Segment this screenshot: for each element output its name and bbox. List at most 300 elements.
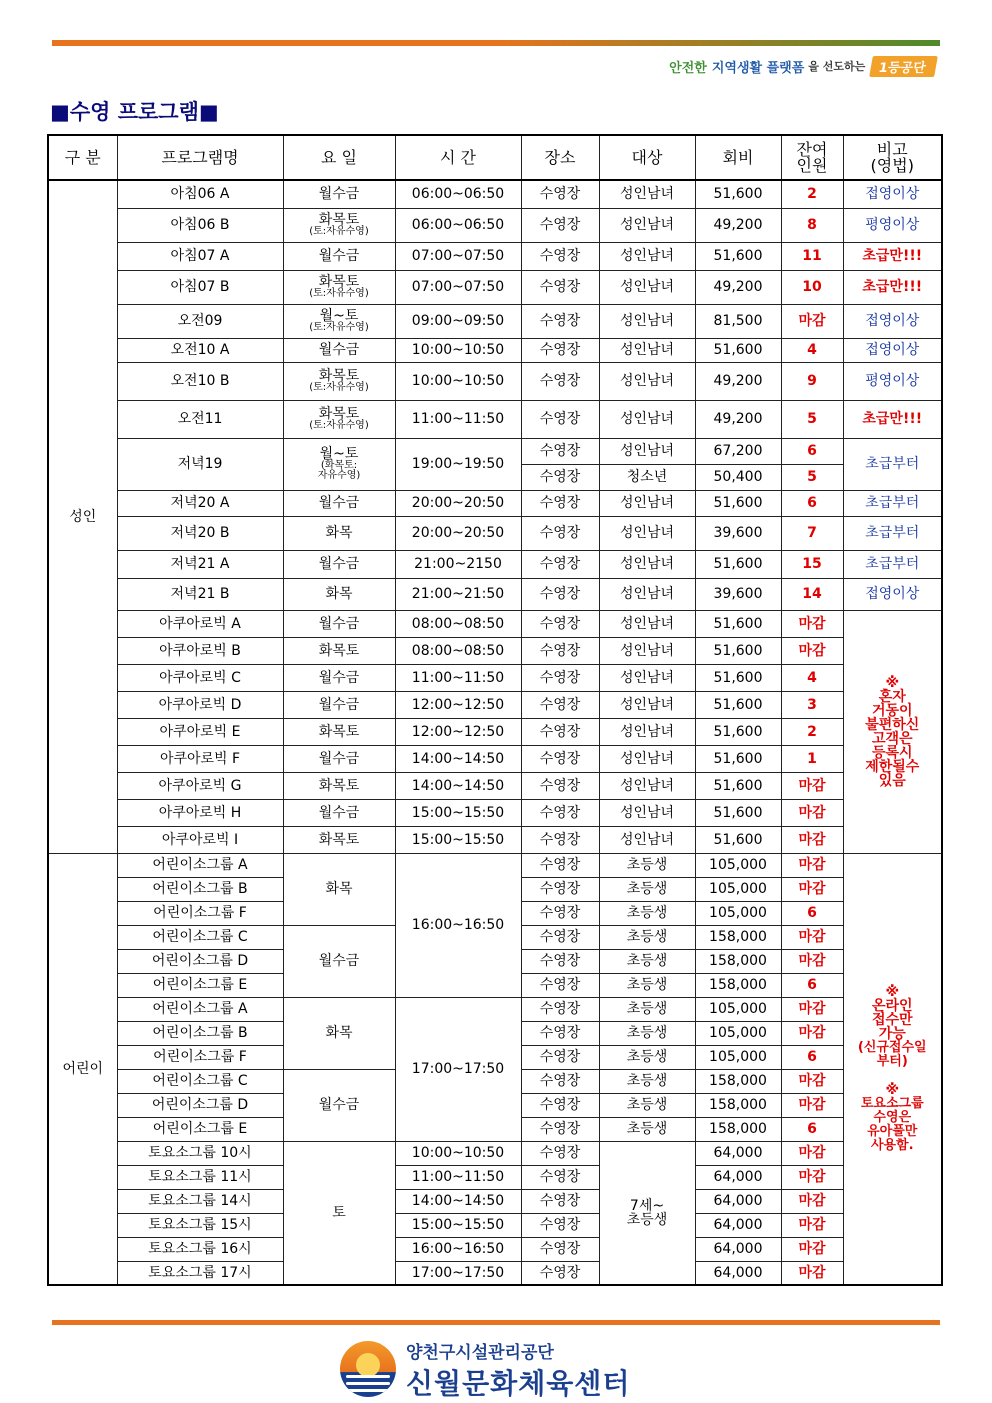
program-name: 아침07 B [117,270,283,304]
remaining-cell: 4 [781,338,843,362]
place-cell: 수영장 [521,1141,599,1165]
target-cell: 성인남녀 [599,550,695,578]
note-line: 불편하신 [865,716,920,733]
time-cell: 07:00~07:50 [395,242,521,270]
time-cell: 14:00~14:50 [395,772,521,799]
table-row [48,799,942,826]
day-cell: 월수금 [283,242,395,270]
remaining-cell: 6 [781,438,843,464]
page-title: ■수영 프로그램■ [50,100,219,124]
time-cell: 08:00~08:50 [395,610,521,637]
time-cell: 20:00~20:50 [395,516,521,550]
time-cell: 09:00~09:50 [395,304,521,338]
table-row [48,664,942,691]
fee-cell: 67,200 [695,438,781,464]
table-row [48,400,942,438]
target-cell: 초등생 [599,1117,695,1141]
note-cell: 평영이상 [843,362,942,400]
fee-cell: 81,500 [695,304,781,338]
target-cell: 성인남녀 [599,826,695,853]
table-row [48,745,942,772]
note-line [844,1069,942,1083]
program-name: 어린이소그룹 D [117,949,283,973]
remaining-cell: 마감 [781,1093,843,1117]
fee-cell: 51,600 [695,180,781,208]
program-name: 토요소그룹 10시 [117,1141,283,1165]
place-cell: 수영장 [521,718,599,745]
program-name: 오전11 [117,400,283,438]
program-name: 저녁20 A [117,490,283,516]
place-cell: 수영장 [521,745,599,772]
program-name: 아침06 A [117,180,283,208]
note-line: (신규접수일 [857,1039,927,1055]
note-line: 부터) [876,1053,908,1069]
program-name: 어린이소그룹 B [117,1021,283,1045]
fee-cell: 51,600 [695,826,781,853]
fee-cell: 105,000 [695,877,781,901]
place-cell: 수영장 [521,1165,599,1189]
top-accent-bar [52,40,940,46]
target-cell: 성인남녀 [599,208,695,242]
remaining-cell: 14 [781,578,843,610]
place-cell: 수영장 [521,826,599,853]
fee-cell: 51,600 [695,637,781,664]
program-name: 저녁19 [117,438,283,490]
day-cell: 월수금 [283,338,395,362]
day-cell: 화목토 [283,826,395,853]
note-cell: 초급부터 [843,516,942,550]
program-name: 저녁21 A [117,550,283,578]
program-name: 토요소그룹 17시 [117,1261,283,1285]
note-line: 가능 [878,1025,906,1042]
place-cell: 수영장 [521,877,599,901]
time-cell: 10:00~10:50 [395,338,521,362]
fee-cell: 51,600 [695,550,781,578]
place-cell: 수영장 [521,1045,599,1069]
target-cell: 초등생 [599,1093,695,1117]
time-cell: 19:00~19:50 [395,438,521,490]
place-cell: 수영장 [521,516,599,550]
table-row [48,242,942,270]
table-row [48,637,942,664]
note-line: ※ [885,983,900,1000]
place-cell: 수영장 [521,438,599,464]
note-line: 고객은 [871,730,913,747]
target-cell: 성인남녀 [599,637,695,664]
day-cell: 월수금 [283,180,395,208]
target-cell: 성인남녀 [599,180,695,208]
time-cell: 12:00~12:50 [395,691,521,718]
day-cell: 화목 [283,853,395,925]
target-cell: 성인남녀 [599,242,695,270]
table-row [48,1141,942,1165]
program-name: 아쿠아로빅 I [117,826,283,853]
fee-cell: 105,000 [695,901,781,925]
table-row [48,550,942,578]
fee-cell: 64,000 [695,1141,781,1165]
day-cell: 화목토 (토:자유수영) [283,208,395,242]
note-line: 있음 [878,772,906,789]
target-cell: 초등생 [599,997,695,1021]
place-cell: 수영장 [521,464,599,490]
table-row [48,516,942,550]
bottom-accent-bar [52,1320,940,1325]
remaining-cell: 마감 [781,772,843,799]
table-row [48,772,942,799]
place-cell: 수영장 [521,1213,599,1237]
program-name: 어린이소그룹 C [117,925,283,949]
day-cell: 화목 [283,997,395,1069]
program-name: 아쿠아로빅 D [117,691,283,718]
fee-cell: 64,000 [695,1165,781,1189]
program-name: 어린이소그룹 F [117,901,283,925]
place-cell: 수영장 [521,925,599,949]
program-name: 어린이소그룹 C [117,1069,283,1093]
target-cell: 초등생 [599,877,695,901]
fee-cell: 64,000 [695,1189,781,1213]
note-line: 사용함. [870,1137,914,1153]
program-name: 오전10 A [117,338,283,362]
time-cell: 15:00~15:50 [395,1213,521,1237]
day-cell: 월수금 [283,490,395,516]
place-cell: 수영장 [521,901,599,925]
remaining-cell: 9 [781,362,843,400]
target-cell: 초등생 [599,973,695,997]
group-child: 어린이 [48,853,117,1285]
day-cell: 화목토 (토:자유수영) [283,400,395,438]
note-cell: 초급부터 [843,550,942,578]
target-cell: 초등생 [599,1045,695,1069]
note-line: ※ [885,1081,900,1098]
note-line: 혼자 [878,688,906,705]
place-cell: 수영장 [521,1237,599,1261]
note-cell: 평영이상 [843,208,942,242]
day-cell: 화목토 (토:자유수영) [283,362,395,400]
place-cell: 수영장 [521,180,599,208]
time-cell: 10:00~10:50 [395,1141,521,1165]
fee-cell: 105,000 [695,1045,781,1069]
program-name: 아쿠아로빅 E [117,718,283,745]
slogan-part-1: 안전한 [669,60,707,76]
place-cell: 수영장 [521,610,599,637]
remaining-cell: 마감 [781,997,843,1021]
header-target: 대상 [599,135,695,180]
note-line: 거동이 [871,702,913,719]
program-name: 저녁20 B [117,516,283,550]
note-line: 수영은 [873,1109,912,1125]
table-row [48,610,942,637]
fee-cell: 158,000 [695,949,781,973]
fee-cell: 39,600 [695,516,781,550]
table-row [48,180,942,208]
remaining-cell: 마감 [781,1021,843,1045]
note-line: ※ [885,674,900,691]
remaining-cell: 6 [781,1045,843,1069]
remaining-cell: 11 [781,242,843,270]
fee-cell: 51,600 [695,664,781,691]
target-cell: 성인남녀 [599,799,695,826]
day-cell: 화목 [283,578,395,610]
table-row [48,338,942,362]
target-cell: 7세~ 초등생 [599,1141,695,1285]
note-cell: 초급부터 [843,490,942,516]
table-row [48,362,942,400]
table-row [48,438,942,464]
day-cell: 월수금 [283,1069,395,1141]
program-name: 아쿠아로빅 H [117,799,283,826]
program-name: 아쿠아로빅 B [117,637,283,664]
remaining-cell: 2 [781,180,843,208]
table-row [48,1189,942,1213]
table-row [48,1213,942,1237]
aqua-note [843,610,942,853]
remaining-cell: 마감 [781,949,843,973]
day-cell: 월수금 [283,610,395,637]
header-place: 장소 [521,135,599,180]
time-cell: 10:00~10:50 [395,362,521,400]
place-cell: 수영장 [521,400,599,438]
note-line: 온라인 [871,997,913,1014]
day-cell: 월수금 [283,745,395,772]
table-row [48,826,942,853]
fee-cell: 64,000 [695,1213,781,1237]
time-cell: 17:00~17:50 [395,997,521,1141]
note-line: 토요소그룹 [860,1095,924,1111]
fee-cell: 105,000 [695,1021,781,1045]
place-cell: 수영장 [521,997,599,1021]
program-name: 어린이소그룹 E [117,1117,283,1141]
remaining-cell: 1 [781,745,843,772]
table-row [48,997,942,1021]
program-name: 오전10 B [117,362,283,400]
day-cell: 월수금 [283,664,395,691]
note-cell: 초급만!!! [843,270,942,304]
place-cell: 수영장 [521,799,599,826]
table-row [48,304,942,338]
header-slogan [669,55,936,77]
header-remaining: 잔여 인원 [781,135,843,180]
table-header-row [48,135,942,180]
day-cell: 화목토 (토:자유수영) [283,270,395,304]
target-cell: 성인남녀 [599,745,695,772]
place-cell: 수영장 [521,208,599,242]
program-name: 아쿠아로빅 F [117,745,283,772]
table-row [48,853,942,877]
day-cell: 월수금 [283,550,395,578]
day-cell: 월~토 (토:자유수영) [283,304,395,338]
note-line: 접수만 [871,1011,913,1028]
note-line: 제한될수 [865,758,920,775]
program-name: 아쿠아로빅 C [117,664,283,691]
remaining-cell: 8 [781,208,843,242]
table-row [48,270,942,304]
day-cell: 월수금 [283,925,395,997]
target-cell: 성인남녀 [599,304,695,338]
header-fee: 회비 [695,135,781,180]
program-name: 저녁21 B [117,578,283,610]
slogan-badge: 1등공단 [869,56,937,77]
time-cell: 06:00~06:50 [395,208,521,242]
header-program: 프로그램명 [117,135,283,180]
program-name: 어린이소그룹 D [117,1093,283,1117]
place-cell: 수영장 [521,338,599,362]
table-row [48,208,942,242]
slogan-part-3: 을 선도하는 [808,60,866,73]
fee-cell: 105,000 [695,997,781,1021]
target-cell: 성인남녀 [599,400,695,438]
target-cell: 초등생 [599,901,695,925]
place-cell: 수영장 [521,1021,599,1045]
program-name: 아침07 A [117,242,283,270]
place-cell: 수영장 [521,691,599,718]
remaining-cell: 마감 [781,637,843,664]
day-cell: 화목토 [283,718,395,745]
remaining-cell: 10 [781,270,843,304]
program-name: 어린이소그룹 B [117,877,283,901]
remaining-cell: 마감 [781,304,843,338]
remaining-cell: 마감 [781,925,843,949]
time-cell: 16:00~16:50 [395,1237,521,1261]
fee-cell: 51,600 [695,772,781,799]
day-cell: 월수금 [283,691,395,718]
target-cell: 성인남녀 [599,338,695,362]
fee-cell: 158,000 [695,925,781,949]
header-note: 비고 (영법) [843,135,942,180]
note-cell: 접영이상 [843,304,942,338]
time-cell: 16:00~16:50 [395,853,521,997]
time-cell: 17:00~17:50 [395,1261,521,1285]
target-cell: 성인남녀 [599,490,695,516]
target-cell: 성인남녀 [599,578,695,610]
fee-cell: 64,000 [695,1261,781,1285]
fee-cell: 51,600 [695,691,781,718]
table-row [48,578,942,610]
target-cell: 성인남녀 [599,362,695,400]
target-cell: 청소년 [599,464,695,490]
time-cell: 14:00~14:50 [395,1189,521,1213]
remaining-cell: 6 [781,1117,843,1141]
remaining-cell: 4 [781,664,843,691]
table-row [48,1237,942,1261]
program-name: 아쿠아로빅 G [117,772,283,799]
note-cell: 초급만!!! [843,242,942,270]
time-cell: 06:00~06:50 [395,180,521,208]
table-row [48,1165,942,1189]
program-name: 어린이소그룹 A [117,853,283,877]
remaining-cell: 3 [781,691,843,718]
program-name: 어린이소그룹 F [117,1045,283,1069]
program-name: 오전09 [117,304,283,338]
target-cell: 초등생 [599,925,695,949]
note-line: 등록시 [871,744,913,761]
place-cell: 수영장 [521,637,599,664]
time-cell: 15:00~15:50 [395,826,521,853]
day-cell: 월수금 [283,799,395,826]
remaining-cell: 마감 [781,1141,843,1165]
header-category: 구 분 [48,135,117,180]
note-line: 유아풀만 [867,1123,918,1139]
table-row [48,691,942,718]
fee-cell: 49,200 [695,208,781,242]
fee-cell: 49,200 [695,270,781,304]
time-cell: 11:00~11:50 [395,664,521,691]
target-cell: 초등생 [599,1069,695,1093]
remaining-cell: 마감 [781,1069,843,1093]
place-cell: 수영장 [521,1093,599,1117]
fee-cell: 49,200 [695,400,781,438]
place-cell: 수영장 [521,949,599,973]
group-adult: 성인 [48,180,117,853]
time-cell: 08:00~08:50 [395,637,521,664]
program-name: 아침06 B [117,208,283,242]
remaining-cell: 마감 [781,1261,843,1285]
time-cell: 21:00~21:50 [395,578,521,610]
target-cell: 초등생 [599,1021,695,1045]
time-cell: 11:00~11:50 [395,400,521,438]
remaining-cell: 6 [781,901,843,925]
fee-cell: 51,600 [695,718,781,745]
fee-cell: 50,400 [695,464,781,490]
remaining-cell: 마감 [781,610,843,637]
target-cell: 초등생 [599,949,695,973]
remaining-cell: 15 [781,550,843,578]
remaining-cell: 마감 [781,826,843,853]
place-cell: 수영장 [521,304,599,338]
place-cell: 수영장 [521,362,599,400]
footer-org-name: 양천구시설관리공단 [406,1343,554,1363]
remaining-cell: 6 [781,973,843,997]
table-row [48,718,942,745]
place-cell: 수영장 [521,853,599,877]
note-cell: 접영이상 [843,338,942,362]
program-name: 토요소그룹 16시 [117,1237,283,1261]
target-cell: 성인남녀 [599,270,695,304]
note-cell: 접영이상 [843,578,942,610]
fee-cell: 51,600 [695,490,781,516]
fee-cell: 158,000 [695,1093,781,1117]
time-cell: 21:00~2150 [395,550,521,578]
place-cell: 수영장 [521,973,599,997]
kids-note [843,853,942,1285]
day-cell: 월~토 (화목토: 자유수영) [283,438,395,490]
note-cell: 초급만!!! [843,400,942,438]
remaining-cell: 마감 [781,799,843,826]
fee-cell: 51,600 [695,338,781,362]
place-cell: 수영장 [521,664,599,691]
slogan-part-2: 지역생활 플랫폼 [711,60,805,76]
remaining-cell: 5 [781,464,843,490]
fee-cell: 158,000 [695,1117,781,1141]
program-name: 아쿠아로빅 A [117,610,283,637]
fee-cell: 51,600 [695,745,781,772]
place-cell: 수영장 [521,1117,599,1141]
place-cell: 수영장 [521,1261,599,1285]
target-cell: 성인남녀 [599,664,695,691]
remaining-cell: 6 [781,490,843,516]
time-cell: 11:00~11:50 [395,1165,521,1189]
time-cell: 07:00~07:50 [395,270,521,304]
place-cell: 수영장 [521,550,599,578]
fee-cell: 64,000 [695,1237,781,1261]
fee-cell: 51,600 [695,242,781,270]
remaining-cell: 7 [781,516,843,550]
place-cell: 수영장 [521,1069,599,1093]
fee-cell: 49,200 [695,362,781,400]
time-cell: 12:00~12:50 [395,718,521,745]
program-name: 토요소그룹 15시 [117,1213,283,1237]
note-cell: 접영이상 [843,180,942,208]
target-cell: 초등생 [599,853,695,877]
